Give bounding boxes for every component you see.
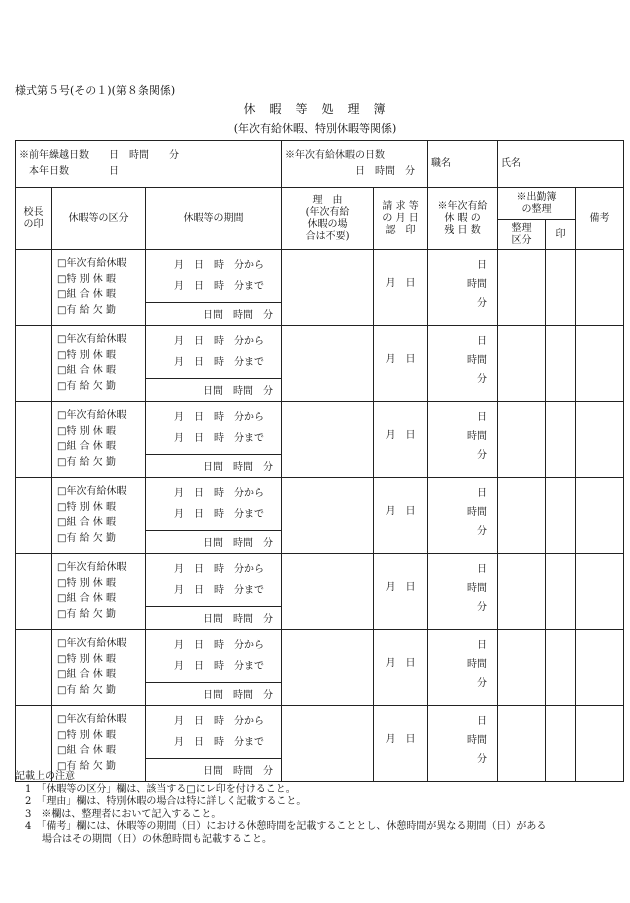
request-date-text: 月 日 bbox=[385, 658, 416, 669]
record-row bbox=[16, 326, 624, 402]
category-option[interactable]: □有 給 欠 勤 bbox=[57, 532, 116, 544]
period-from: 月 日 時 分から bbox=[174, 488, 264, 499]
reason-cell[interactable] bbox=[282, 478, 374, 554]
remain-hour: 時間 bbox=[467, 355, 488, 366]
reason-header: 理 由 (年次有給 休暇の場 合は不要) bbox=[282, 188, 374, 250]
period-duration: 日間 時間 分 bbox=[203, 538, 274, 549]
form-title: 休 暇 等 処 理 簿 bbox=[243, 102, 387, 116]
request-date-text: 月 日 bbox=[385, 734, 416, 745]
period-to: 月 日 時 分まで bbox=[174, 737, 264, 748]
category-cell bbox=[52, 250, 146, 326]
period-to: 月 日 時 分まで bbox=[174, 281, 264, 292]
category-option[interactable]: □組 合 休 暇 bbox=[57, 669, 116, 680]
remain-hour: 時間 bbox=[467, 659, 488, 670]
request-date-text: 月 日 bbox=[385, 430, 416, 441]
record-row bbox=[16, 554, 624, 630]
category-option[interactable]: □年次有給休暇 bbox=[57, 714, 127, 725]
period-cell[interactable] bbox=[146, 326, 282, 402]
attendance-seal-cell[interactable] bbox=[546, 630, 576, 706]
remarks-cell[interactable] bbox=[576, 630, 624, 706]
principal-seal-cell[interactable] bbox=[16, 554, 52, 630]
request-date-cell[interactable] bbox=[374, 402, 428, 478]
remaining-days-cell[interactable] bbox=[428, 250, 498, 326]
remain-min: 分 bbox=[477, 602, 488, 613]
record-row bbox=[16, 250, 624, 326]
category-option[interactable]: □年次有給休暇 bbox=[57, 410, 127, 421]
period-from: 月 日 時 分から bbox=[174, 412, 264, 423]
remarks-cell[interactable] bbox=[576, 402, 624, 478]
remain-hour: 時間 bbox=[467, 583, 488, 594]
attendance-section-cell[interactable] bbox=[498, 326, 546, 402]
period-from: 月 日 時 分から bbox=[174, 716, 264, 727]
period-to: 月 日 時 分まで bbox=[174, 509, 264, 520]
period-cell[interactable] bbox=[146, 478, 282, 554]
attendance-seal-cell[interactable] bbox=[546, 554, 576, 630]
category-cell bbox=[52, 402, 146, 478]
period-cell[interactable] bbox=[146, 250, 282, 326]
remain-day: 日 bbox=[477, 564, 488, 575]
category-option[interactable]: □組 合 休 暇 bbox=[57, 289, 116, 300]
principal-seal-cell[interactable] bbox=[16, 630, 52, 706]
category-cell bbox=[52, 478, 146, 554]
category-option[interactable]: □有 給 欠 勤 bbox=[57, 380, 116, 392]
request-date-cell[interactable] bbox=[374, 250, 428, 326]
period-to: 月 日 時 分まで bbox=[174, 357, 264, 368]
period-duration: 日間 時間 分 bbox=[203, 690, 274, 701]
remain-day: 日 bbox=[477, 716, 488, 727]
principal-seal-cell[interactable] bbox=[16, 402, 52, 478]
principal-seal-cell[interactable] bbox=[16, 478, 52, 554]
attendance-seal-cell[interactable] bbox=[546, 326, 576, 402]
notes-heading: 記載上の注意 bbox=[15, 771, 75, 782]
category-cell bbox=[52, 630, 146, 706]
note-2: 2 「理由」欄は、特別休暇の場合は特に詳しく記載すること。 bbox=[25, 796, 307, 807]
attendance-seal-cell[interactable] bbox=[546, 478, 576, 554]
period-to: 月 日 時 分まで bbox=[174, 433, 264, 444]
reason-cell[interactable] bbox=[282, 630, 374, 706]
principal-seal-cell[interactable] bbox=[16, 250, 52, 326]
category-option[interactable]: □有 給 欠 勤 bbox=[57, 304, 116, 316]
category-option[interactable]: □組 合 休 暇 bbox=[57, 517, 116, 528]
period-from: 月 日 時 分から bbox=[174, 336, 264, 347]
remaining-days-cell[interactable] bbox=[428, 478, 498, 554]
note-4: 4 「備考」欄には、休暇等の期間（日）における休憩時間を記載することとし、休憩時間が異なる期間（日）がある bbox=[25, 821, 547, 832]
request-date-cell[interactable] bbox=[374, 478, 428, 554]
reason-cell[interactable] bbox=[282, 250, 374, 326]
category-cell bbox=[52, 326, 146, 402]
category-option[interactable]: □有 給 欠 勤 bbox=[57, 608, 116, 620]
remain-min: 分 bbox=[477, 374, 488, 385]
attendance-header: ※出勤簿 の整理 bbox=[498, 188, 576, 220]
attendance-seal-header: 印 bbox=[546, 220, 576, 250]
category-option[interactable]: □組 合 休 暇 bbox=[57, 365, 116, 376]
principal-seal-cell[interactable] bbox=[16, 326, 52, 402]
attendance-section-cell[interactable] bbox=[498, 250, 546, 326]
leave-record-table bbox=[15, 140, 624, 782]
request-date-cell[interactable] bbox=[374, 630, 428, 706]
category-option[interactable]: □年次有給休暇 bbox=[57, 562, 127, 573]
request-date-header: 請 求 等 の 月 日 認 印 bbox=[374, 188, 428, 250]
category-option[interactable]: □有 給 欠 勤 bbox=[57, 760, 116, 772]
reason-cell[interactable] bbox=[282, 402, 374, 478]
remain-day: 日 bbox=[477, 640, 488, 651]
category-option[interactable]: □組 合 休 暇 bbox=[57, 441, 116, 452]
remain-hour: 時間 bbox=[467, 431, 488, 442]
remain-day: 日 bbox=[477, 336, 488, 347]
record-row bbox=[16, 402, 624, 478]
category-option[interactable]: □年次有給休暇 bbox=[57, 486, 127, 497]
note-1: 1 「休暇等の区分」欄は、該当する□にレ印を付けること。 bbox=[25, 783, 296, 795]
attendance-section-cell[interactable] bbox=[498, 630, 546, 706]
category-option[interactable]: □有 給 欠 勤 bbox=[57, 456, 116, 468]
attendance-seal-cell[interactable] bbox=[546, 402, 576, 478]
remain-hour: 時間 bbox=[467, 507, 488, 518]
period-cell[interactable] bbox=[146, 554, 282, 630]
remain-day: 日 bbox=[477, 488, 488, 499]
remain-min: 分 bbox=[477, 450, 488, 461]
category-option[interactable]: □特 別 休 暇 bbox=[57, 273, 116, 285]
request-date-cell[interactable] bbox=[374, 326, 428, 402]
remain-hour: 時間 bbox=[467, 735, 488, 746]
note-3: 3 ※欄は、整理者において記入すること。 bbox=[25, 808, 222, 820]
remarks-cell[interactable] bbox=[576, 706, 624, 782]
period-from: 月 日 時 分から bbox=[174, 260, 264, 271]
period-duration: 日間 時間 分 bbox=[203, 386, 274, 397]
remaining-days-header: ※年次有給 休 暇 の 残 日 数 bbox=[428, 188, 498, 250]
remain-min: 分 bbox=[477, 754, 488, 765]
attendance-seal-cell[interactable] bbox=[546, 250, 576, 326]
record-row bbox=[16, 630, 624, 706]
annual-leave-days-cell[interactable]: ※年次有給休暇の日数 日 時間 分 bbox=[282, 141, 428, 188]
notes-section bbox=[15, 771, 546, 846]
category-option[interactable]: □特 別 休 暇 bbox=[57, 501, 116, 513]
category-option[interactable]: □組 合 休 暇 bbox=[57, 745, 116, 756]
remarks-header: 備考 bbox=[576, 188, 624, 250]
category-cell bbox=[52, 554, 146, 630]
note-4-continued: 場合はその期間（日）の休憩時間も記載すること。 bbox=[42, 833, 272, 845]
request-date-text: 月 日 bbox=[385, 506, 416, 517]
remarks-cell[interactable] bbox=[576, 478, 624, 554]
remarks-cell[interactable] bbox=[576, 554, 624, 630]
remarks-cell[interactable] bbox=[576, 326, 624, 402]
category-option[interactable]: □特 別 休 暇 bbox=[57, 425, 116, 437]
remaining-days-cell[interactable] bbox=[428, 402, 498, 478]
category-option[interactable]: □年次有給休暇 bbox=[57, 334, 127, 345]
reason-cell[interactable] bbox=[282, 326, 374, 402]
period-from: 月 日 時 分から bbox=[174, 564, 264, 575]
period-duration: 日間 時間 分 bbox=[203, 766, 274, 777]
attendance-seal-cell[interactable] bbox=[546, 706, 576, 782]
reason-cell[interactable] bbox=[282, 554, 374, 630]
period-to: 月 日 時 分まで bbox=[174, 661, 264, 672]
remain-min: 分 bbox=[477, 298, 488, 309]
period-cell[interactable] bbox=[146, 402, 282, 478]
attendance-section-cell[interactable] bbox=[498, 478, 546, 554]
info-row bbox=[16, 141, 624, 188]
attendance-section-cell[interactable] bbox=[498, 402, 546, 478]
category-option[interactable]: □特 別 休 暇 bbox=[57, 653, 116, 665]
remain-hour: 時間 bbox=[467, 279, 488, 290]
attendance-section-cell[interactable] bbox=[498, 554, 546, 630]
category-option[interactable]: □年次有給休暇 bbox=[57, 638, 127, 649]
period-from: 月 日 時 分から bbox=[174, 640, 264, 651]
remarks-cell[interactable] bbox=[576, 250, 624, 326]
category-option[interactable]: □年次有給休暇 bbox=[57, 258, 127, 269]
request-date-text: 月 日 bbox=[385, 582, 416, 593]
period-to: 月 日 時 分まで bbox=[174, 585, 264, 596]
form-subtitle: (年次有給休暇、特別休暇等関係) bbox=[233, 122, 397, 135]
period-cell[interactable] bbox=[146, 630, 282, 706]
remain-min: 分 bbox=[477, 526, 488, 537]
request-date-text: 月 日 bbox=[385, 278, 416, 289]
principal-seal-header: 校長 の印 bbox=[16, 188, 52, 250]
period-header: 休暇等の期間 bbox=[146, 188, 282, 250]
period-duration: 日間 時間 分 bbox=[203, 462, 274, 473]
carry-over-cell[interactable]: ※前年繰越日数 日 時間 分 本年日数 日 bbox=[16, 141, 282, 188]
category-option[interactable]: □有 給 欠 勤 bbox=[57, 684, 116, 696]
remain-day: 日 bbox=[477, 412, 488, 423]
name-cell[interactable]: 氏名 bbox=[498, 141, 624, 188]
form-number: 様式第５号(その１)(第８条関係) bbox=[15, 84, 176, 97]
category-option[interactable]: □特 別 休 暇 bbox=[57, 349, 116, 361]
period-duration: 日間 時間 分 bbox=[203, 614, 274, 625]
category-option[interactable]: □特 別 休 暇 bbox=[57, 729, 116, 741]
request-date-cell[interactable] bbox=[374, 554, 428, 630]
request-date-text: 月 日 bbox=[385, 354, 416, 365]
remaining-days-cell[interactable] bbox=[428, 326, 498, 402]
category-option[interactable]: □組 合 休 暇 bbox=[57, 593, 116, 604]
position-cell[interactable]: 職名 bbox=[428, 141, 498, 188]
attendance-section-header: 整理 区分 bbox=[498, 220, 546, 250]
remaining-days-cell[interactable] bbox=[428, 554, 498, 630]
record-row bbox=[16, 478, 624, 554]
remain-min: 分 bbox=[477, 678, 488, 689]
category-option[interactable]: □特 別 休 暇 bbox=[57, 577, 116, 589]
category-header: 休暇等の区分 bbox=[52, 188, 146, 250]
remain-day: 日 bbox=[477, 260, 488, 271]
remaining-days-cell[interactable] bbox=[428, 630, 498, 706]
period-duration: 日間 時間 分 bbox=[203, 310, 274, 321]
